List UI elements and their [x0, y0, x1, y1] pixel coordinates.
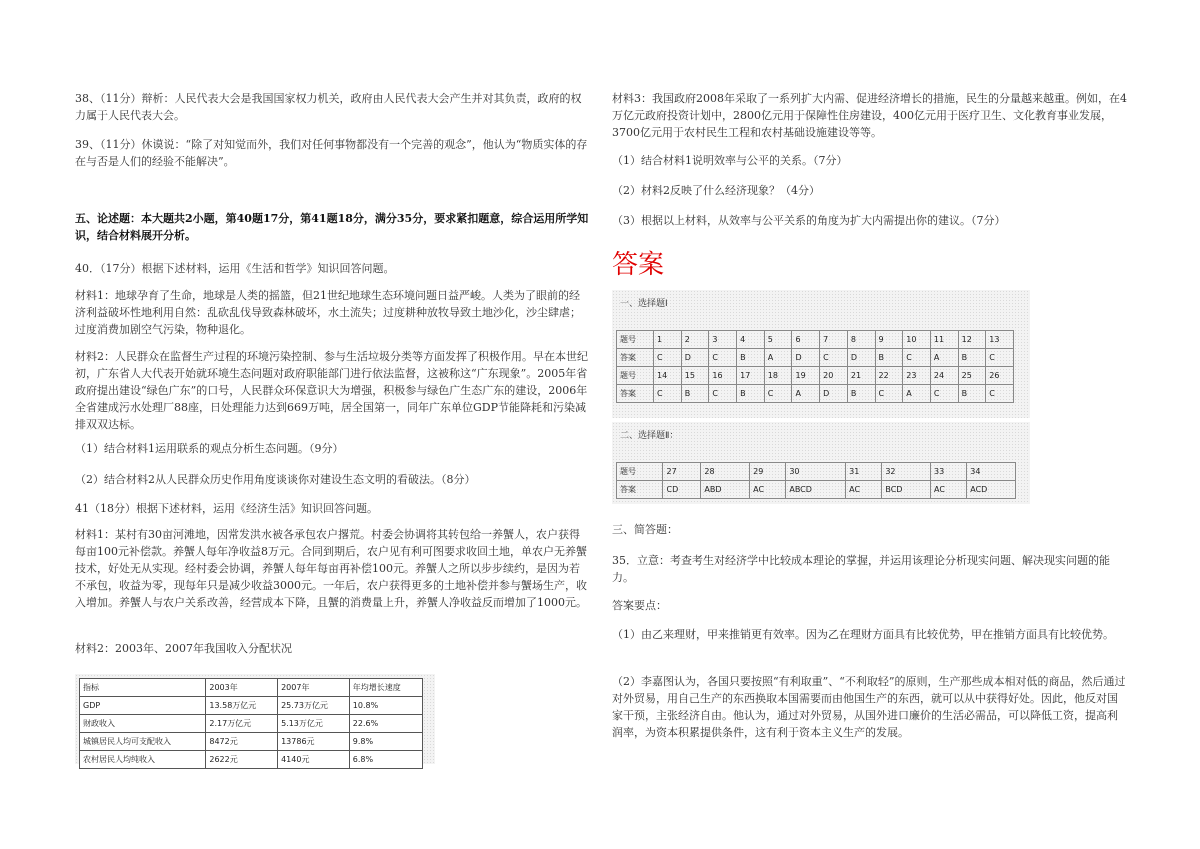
- key-points-heading: 答案要点：: [612, 599, 667, 612]
- table-cell: 1: [654, 331, 682, 349]
- table-row: [80, 679, 423, 697]
- table-header: 2003年: [206, 679, 278, 697]
- table-cell: A: [764, 349, 792, 367]
- table-cell: 28: [701, 463, 750, 481]
- table-header: 指标: [80, 679, 206, 697]
- table-row-header: 题号: [617, 331, 654, 349]
- table-row: [617, 349, 1014, 367]
- income-table: [79, 678, 423, 769]
- table-cell: 27: [663, 463, 701, 481]
- table-cell: D: [681, 349, 709, 367]
- table-cell: 34: [967, 463, 1016, 481]
- answer-title: 答案: [612, 250, 665, 280]
- material-3: 材料3：我国政府2008年采取了一系列扩大内需、促进经济增长的措施，民生的分量越来越重。例如，在4万亿元政府投资计划中，2800亿元用于保障性住房建设，400亿元用于医疗卫生、文化教育事业发展，3700亿元用于农村民生工程和农村基础设施建设等等。: [612, 92, 1127, 139]
- table-row: [80, 751, 423, 769]
- table-row: [617, 385, 1014, 403]
- table-cell: 30: [786, 463, 846, 481]
- table-cell: 7: [820, 331, 848, 349]
- section-3-heading: 三、简答题：: [612, 523, 678, 536]
- table-cell: AC: [750, 481, 786, 499]
- table-cell: 22.6%: [349, 715, 422, 733]
- table-cell: C: [820, 349, 848, 367]
- table-cell: 13786元: [278, 733, 350, 751]
- subquestion-3: （3）根据以上材料，从效率与公平关系的角度为扩大内需提出你的建议。（7分）: [612, 214, 1006, 227]
- choice-2-label: 二、选择题Ⅱ：: [620, 431, 679, 441]
- table-cell: 10: [903, 331, 931, 349]
- subquestion-1: （1）结合材料1说明效率与公平的关系。（7分）: [612, 154, 848, 167]
- table-cell: 32: [882, 463, 931, 481]
- table-cell: 25.73万亿元: [278, 697, 350, 715]
- table-cell: ABD: [701, 481, 750, 499]
- table-cell: 20: [820, 367, 848, 385]
- table-cell: C: [903, 349, 931, 367]
- answer-35: 35．立意：考查考生对经济学中比较成本理论的掌握，并运用该理论分析现实问题、解决现实问题的能力。: [612, 554, 1110, 584]
- table-cell: 24: [930, 367, 958, 385]
- table-row-header: 答案: [617, 385, 654, 403]
- table-cell: 11: [930, 331, 958, 349]
- q40-subquestion-1: （1）结合材料1运用联系的观点分析生态问题。（9分）: [75, 442, 344, 455]
- table-cell: B: [875, 349, 903, 367]
- q41-material-2: 材料2：2003年、2007年我国收入分配状况: [75, 642, 292, 655]
- table-cell: B: [958, 385, 986, 403]
- table-cell: C: [986, 349, 1014, 367]
- table-cell: C: [930, 385, 958, 403]
- table-cell: 18: [764, 367, 792, 385]
- table-row: [617, 331, 1014, 349]
- q40-material-2: 材料2：人民群众在监督生产过程的环境污染控制、参与生活垃圾分类等方面发挥了积极作用。早在本世纪初，广东省人大代表开始就环境生态问题对政府职能部门进行依法监督，这被称这“广东现象”。2005年省政府提出建设“绿色广东”的口号，人民群众环保意识大为增强，积极参与绿色广生态广东的建设，2006年全省建成污水处理厂88座，日处理能力达到669万吨，居全国第一，同年广东单位GDP节能降耗和污染减排双双达标。: [75, 350, 588, 431]
- table-cell: ACD: [967, 481, 1016, 499]
- table-cell: 4140元: [278, 751, 350, 769]
- choice-2-scan: [612, 422, 1030, 504]
- table-cell: B: [737, 385, 765, 403]
- table-cell: 6.8%: [349, 751, 422, 769]
- table-cell: C: [709, 385, 737, 403]
- table-cell: 4: [737, 331, 765, 349]
- table-cell: 19: [792, 367, 820, 385]
- table-cell: 16: [709, 367, 737, 385]
- table-cell: 2.17万亿元: [206, 715, 278, 733]
- table-cell: 城镇居民人均可支配收入: [80, 733, 206, 751]
- table-cell: 14: [654, 367, 682, 385]
- question-41: 41（18分）根据下述材料，运用《经济生活》知识回答问题。: [75, 502, 378, 515]
- table-row: [80, 697, 423, 715]
- table-row: [617, 463, 1016, 481]
- subquestion-2: （2）材料2反映了什么经济现象？（4分）: [612, 184, 820, 197]
- table-cell: C: [654, 349, 682, 367]
- table-header: 2007年: [278, 679, 350, 697]
- table-row: [617, 367, 1014, 385]
- table-cell: 农村居民人均纯收入: [80, 751, 206, 769]
- table-cell: D: [847, 349, 875, 367]
- table-cell: A: [792, 385, 820, 403]
- table-row-header: 答案: [617, 349, 654, 367]
- table-cell: C: [709, 349, 737, 367]
- table-row: [80, 733, 423, 751]
- table-cell: 25: [958, 367, 986, 385]
- table-header: 年均增长速度: [349, 679, 422, 697]
- choice-1-scan: [612, 290, 1030, 418]
- table-cell: B: [737, 349, 765, 367]
- table-cell: 23: [903, 367, 931, 385]
- table-cell: 13: [986, 331, 1014, 349]
- question-39: 39、（11分）休谟说：“除了对知觉而外，我们对任何事物都没有一个完善的观念”，他认为“物质实体的存在与否是人们的经验不能解决”。: [75, 138, 588, 168]
- table-cell: A: [930, 349, 958, 367]
- table-cell: 8: [847, 331, 875, 349]
- key-point-2: （2）李嘉图认为，各国只要按照“有利取重”、“不利取轻”的原则，生产那些成本相对低的商品，然后通过对外贸易，用自己生产的东西换取本国需要而由他国生产的东西，就可以从中获得好处。因此，他反对国家干预，主张经济自由。他认为，通过对外贸易，从国外进口廉价的生活必需品，可以降低工资，提高利润率，为资本积累提供条件，这有利于资本主义生产的发展。: [612, 675, 1126, 739]
- section-5-heading: 五、论述题：本大题共2小题，第40题17分，第41题18分，满分35分，要求紧扣题意，综合运用所学知识，结合材料展开分析。: [75, 212, 589, 242]
- table-cell: BCD: [882, 481, 931, 499]
- table-cell: C: [764, 385, 792, 403]
- table-cell: D: [820, 385, 848, 403]
- table-cell: 6: [792, 331, 820, 349]
- table-row-header: 题号: [617, 367, 654, 385]
- table-cell: AC: [931, 481, 967, 499]
- table-row: [617, 481, 1016, 499]
- table-cell: 15: [681, 367, 709, 385]
- table-cell: 13.58万亿元: [206, 697, 278, 715]
- choice-1-label: 一、选择题Ⅰ: [620, 299, 668, 309]
- table-cell: 2: [681, 331, 709, 349]
- q40-subquestion-2: （2）结合材料2从人民群众历史作用角度谈谈你对建设生态文明的看破法。（8分）: [75, 473, 476, 486]
- table-cell: 8472元: [206, 733, 278, 751]
- table-cell: CD: [663, 481, 701, 499]
- table-cell: 9.8%: [349, 733, 422, 751]
- table-cell: C: [654, 385, 682, 403]
- table-cell: B: [681, 385, 709, 403]
- table-cell: 29: [750, 463, 786, 481]
- q41-material-1: 材料1：某村有30亩河滩地，因常发洪水被各承包农户撂荒。村委会协调将其转包给一养蟹人，农户获得每亩100元补偿款。养蟹人每年净收益8万元。合同到期后，农户见有利可图要求收回土地，单农户无养蟹技术，好处无从实现。经村委会协调，养蟹人每年每亩再补偿100元。养蟹人之所以步步续约，是因为若不承包，收益为零，现每年只是减少收益3000元。一年后，农户获得更多的土地补偿并参与蟹场生产，收入增加。养蟹人与农户关系改善，经营成本下降，且蟹的消费量上升，养蟹人净收益反而增加了1000元。: [75, 528, 587, 609]
- table-cell: 9: [875, 331, 903, 349]
- table-row-header: 答案: [617, 481, 663, 499]
- table-cell: D: [792, 349, 820, 367]
- table-cell: ABCD: [786, 481, 846, 499]
- table-cell: AC: [846, 481, 882, 499]
- table-cell: 5: [764, 331, 792, 349]
- income-table-scan: [75, 674, 435, 764]
- question-40: 40．（17分）根据下述材料，运用《生活和哲学》知识回答问题。: [75, 262, 395, 275]
- table-cell: 5.13万亿元: [278, 715, 350, 733]
- choice-1-table: [616, 330, 1014, 403]
- table-row-header: 题号: [617, 463, 663, 481]
- table-cell: 22: [875, 367, 903, 385]
- table-cell: 2622元: [206, 751, 278, 769]
- table-cell: C: [986, 385, 1014, 403]
- table-cell: GDP: [80, 697, 206, 715]
- key-point-1: （1）由乙来理财，甲来推销更有效率。因为乙在理财方面具有比较优势，甲在推销方面具有比较优势。: [612, 628, 1114, 641]
- table-cell: B: [847, 385, 875, 403]
- table-cell: C: [875, 385, 903, 403]
- q40-material-1: 材料1：地球孕育了生命，地球是人类的摇篮，但21世纪地球生态环境问题日益严峻。人类为了眼前的经济利益破坏性地利用自然：乱砍乱伐导致森林破坏，水土流失；过度耕种放牧导致土地沙化，沙尘肆虐；过度消费加剧空气污染，物种退化。: [75, 289, 581, 336]
- table-cell: 33: [931, 463, 967, 481]
- question-38: 38、（11分）辩析：人民代表大会是我国国家权力机关，政府由人民代表大会产生并对其负责，政府的权力属于人民代表大会。: [75, 92, 582, 122]
- table-cell: A: [903, 385, 931, 403]
- choice-2-table: [616, 462, 1016, 499]
- table-cell: 10.8%: [349, 697, 422, 715]
- table-cell: 17: [737, 367, 765, 385]
- table-cell: 26: [986, 367, 1014, 385]
- table-cell: 21: [847, 367, 875, 385]
- table-cell: 财政收入: [80, 715, 206, 733]
- table-cell: 31: [846, 463, 882, 481]
- table-row: [80, 715, 423, 733]
- table-cell: B: [958, 349, 986, 367]
- table-cell: 3: [709, 331, 737, 349]
- table-cell: 12: [958, 331, 986, 349]
